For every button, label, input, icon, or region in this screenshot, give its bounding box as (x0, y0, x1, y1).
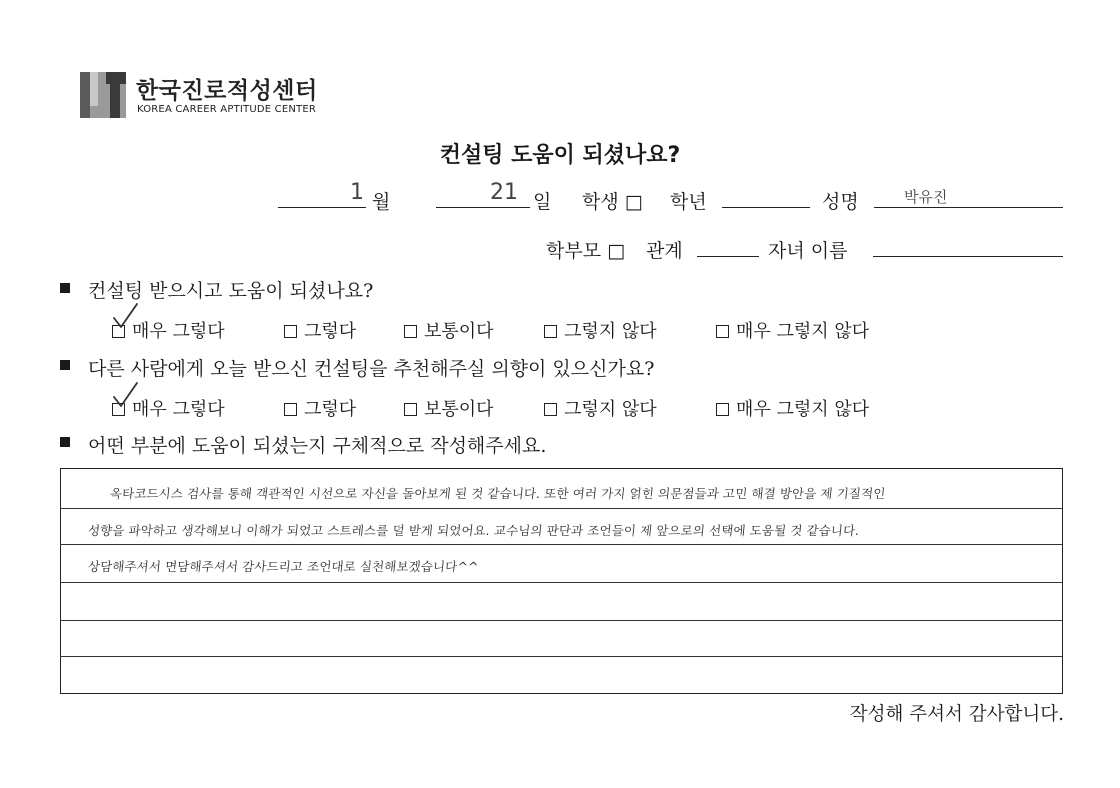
q1-option-disagree[interactable]: 그렇지 않다 (544, 317, 657, 343)
comment-rule (60, 544, 1063, 545)
day-field[interactable] (436, 207, 530, 208)
checkbox[interactable] (284, 403, 297, 416)
relation-field[interactable] (697, 256, 759, 257)
checkbox[interactable] (284, 325, 297, 338)
logo-icon (80, 72, 126, 118)
comment-line-3: 상담해주셔서 면담해주셔서 감사드리고 조언대로 실천해보겠습니다^^ (87, 559, 480, 574)
form-title: 컨설팅 도움이 되셨나요? (439, 143, 681, 168)
q1-option-agree[interactable]: 그렇다 (284, 317, 356, 343)
checkbox[interactable] (404, 325, 417, 338)
checkbox[interactable] (544, 325, 557, 338)
comment-rule (60, 656, 1063, 657)
question-bullet (60, 437, 70, 447)
q2-option-neutral[interactable]: 보통이다 (404, 395, 494, 421)
q1-option-very-disagree[interactable]: 매우 그렇지 않다 (716, 317, 869, 343)
checkbox[interactable] (404, 403, 417, 416)
comment-line-1: 옥타코드시스 검사를 통해 객관적인 시선으로 자신을 돌아보게 된 것 같습니다. 또한 여러 가지 얽힌 의문점들과 고민 해결 방안을 제 기질적인 (109, 486, 887, 501)
checkbox[interactable] (716, 325, 729, 338)
q2-option-disagree[interactable]: 그렇지 않다 (544, 395, 657, 421)
child-name-field[interactable] (873, 256, 1063, 257)
comment-rule (60, 508, 1063, 509)
checkbox[interactable] (716, 403, 729, 416)
question-2-text: 다른 사람에게 오늘 받으신 컨설팅을 추천해주실 의향이 있으신가요? (88, 358, 655, 380)
grade-field[interactable] (722, 207, 810, 208)
question-1-text: 컨설팅 받으시고 도움이 되셨나요? (88, 280, 374, 302)
child-name-label: 자녀 이름 (768, 240, 848, 262)
grade-label: 학년 (670, 191, 707, 213)
comment-rule (60, 620, 1063, 621)
q1-option-neutral[interactable]: 보통이다 (404, 317, 494, 343)
name-label: 성명 (822, 191, 859, 213)
question-3-text: 어떤 부분에 도움이 되셨는지 구체적으로 작성해주세요. (88, 435, 547, 457)
thank-you-text: 작성해 주셔서 감사합니다. (849, 704, 1064, 725)
checkmark-icon (110, 381, 140, 409)
checkbox[interactable] (544, 403, 557, 416)
logo-name: 한국진로적성센터 (136, 78, 318, 104)
month-value: 1 (350, 180, 364, 205)
name-field[interactable] (874, 207, 1063, 208)
student-checkbox-label[interactable]: 학생 □ (582, 191, 643, 213)
q2-option-very-disagree[interactable]: 매우 그렇지 않다 (716, 395, 869, 421)
logo-subtitle: KOREA CAREER APTITUDE CENTER (137, 104, 317, 115)
day-label: 일 (533, 191, 552, 213)
q2-option-very-agree[interactable]: 매우 그렇다 (112, 395, 225, 421)
comment-rule (60, 582, 1063, 583)
month-field[interactable] (278, 207, 366, 208)
q1-option-very-agree[interactable]: 매우 그렇다 (112, 317, 225, 343)
question-bullet (60, 360, 70, 370)
day-value: 21 (490, 180, 518, 205)
comment-line-2: 성향을 파악하고 생각해보니 이해가 되었고 스트레스를 덜 받게 되었어요. 교수님의 판단과 조언들이 제 앞으로의 선택에 도움될 것 같습니다. (87, 523, 861, 538)
month-label: 월 (372, 191, 391, 213)
q2-option-agree[interactable]: 그렇다 (284, 395, 356, 421)
name-value: 박유진 (904, 188, 948, 206)
checkmark-icon (110, 302, 140, 330)
question-bullet (60, 283, 70, 293)
relation-label: 관계 (646, 240, 683, 262)
parent-checkbox-label[interactable]: 학부모 □ (546, 240, 626, 262)
